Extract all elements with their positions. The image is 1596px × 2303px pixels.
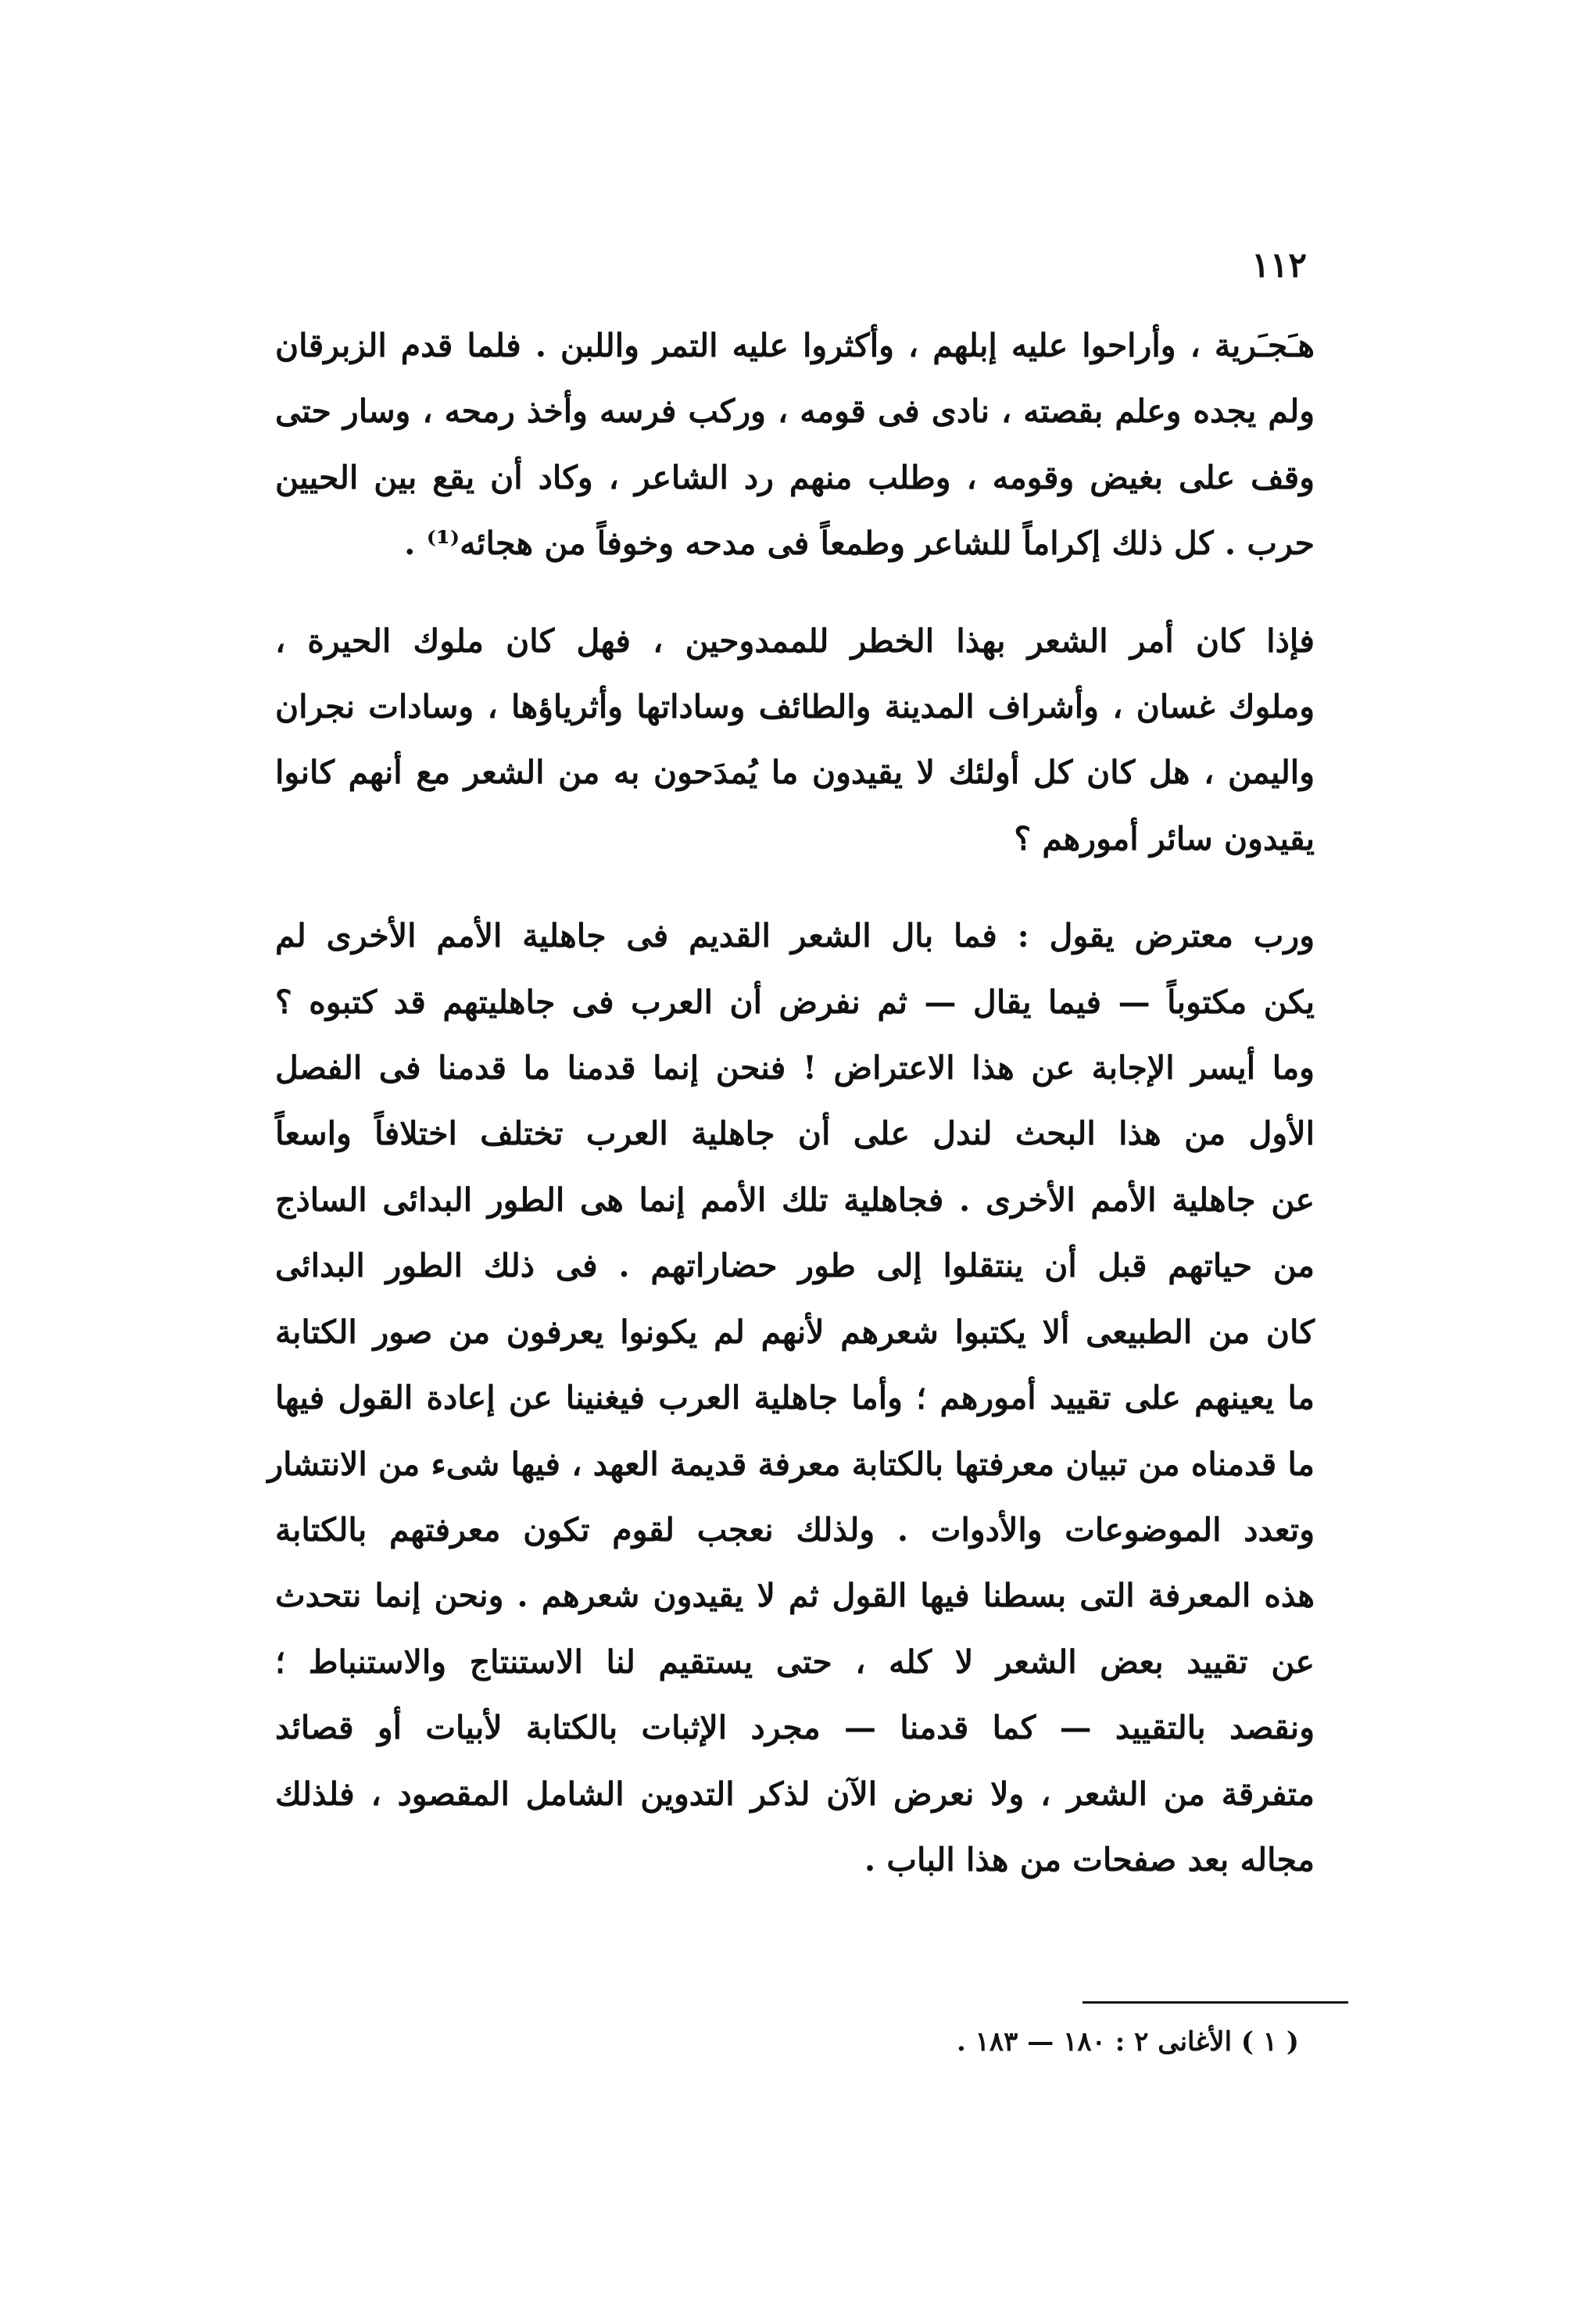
text-line: ما قدمناه من تبيان معرفتها بالكتابة معرفة قديمة العهد ، فيها شىء من الانتشار bbox=[267, 1445, 1315, 1483]
paragraph-2 bbox=[275, 608, 1315, 872]
text-line: يكن مكتوباً — فيما يقال — ثم نفرض أن العرب فى جاهليتهم قد كتبوه ؟ bbox=[275, 983, 1315, 1021]
text-line: ورب معترض يقول : فما بال الشعر القديم فى جاهلية الأمم الأخرى لم bbox=[275, 917, 1315, 955]
text-line: هذه المعرفة التى بسطنا فيها القول ثم لا يقيدون شعرهم . ونحن إنما نتحدث bbox=[275, 1577, 1315, 1615]
text-line: فإذا كان أمر الشعر بهذا الخطر للممدوحين ، فهل كان ملوك الحيرة ، bbox=[275, 621, 1315, 660]
paragraph-1 bbox=[275, 313, 1315, 577]
text-line: عن تقييد بعض الشعر لا كله ، حتى يستقيم لنا الاستنتاج والاستنباط ؛ bbox=[275, 1642, 1315, 1681]
body-text bbox=[267, 313, 1315, 1893]
footnote: ( ١ ) الأغانى ٢ : ١٨٠ — ١٨٣ . bbox=[956, 2026, 1299, 2058]
text-line: من حياتهم قبل أن ينتقلوا إلى طور حضاراتهم . فى ذلك الطور البدائى bbox=[275, 1247, 1315, 1285]
text-line: عن جاهلية الأمم الأخرى . فجاهلية تلك الأمم إنما هى الطور البدائى الساذج bbox=[275, 1180, 1315, 1219]
paragraph-3 bbox=[267, 903, 1315, 1893]
text-line: ولم يجده وعلم بقصته ، نادى فى قومه ، وركب فرسه وأخذ رمحه ، وسار حتى bbox=[275, 392, 1315, 431]
text-line: وما أيسر الإجابة عن هذا الاعتراض ! فنحن إنما قدمنا ما قدمنا فى الفصل bbox=[275, 1049, 1315, 1087]
footnote-divider bbox=[1082, 2001, 1348, 2004]
text-line: الأول من هذا البحث لندل على أن جاهلية العرب تختلف اختلافاً واسعاً bbox=[275, 1115, 1315, 1153]
text-line: وقف على بغيض وقومه ، وطلب منهم رد الشاعر ، وكاد أن يقع بين الحيين bbox=[275, 458, 1315, 496]
text-line: مجاله بعد صفحات من هذا الباب . bbox=[864, 1840, 1315, 1879]
text-line: يقيدون سائر أمورهم ؟ bbox=[1014, 819, 1315, 858]
text-line: ونقصد بالتقييد — كما قدمنا — مجرد الإثبات بالكتابة لأبيات أو قصائد bbox=[275, 1709, 1315, 1747]
text-line: وملوك غسان ، وأشراف المدينة والطائف وساداتها وأثرياؤها ، وسادات نجران bbox=[275, 688, 1315, 726]
text-line: حرب . كل ذلك إكراماً للشاعر وطمعاً فى مدحه وخوفاً من هجائه⁽¹⁾ . bbox=[404, 525, 1315, 563]
text-line: وتعدد الموضوعات والأدوات . ولذلك نعجب لقوم تكون معرفتهم بالكتابة bbox=[275, 1510, 1315, 1549]
text-line: كان من الطبيعى ألا يكتبوا شعرهم لأنهم لم يكونوا يعرفون من صور الكتابة bbox=[275, 1313, 1315, 1351]
text-line: متفرقة من الشعر ، ولا نعرض الآن لذكر التدوين الشامل المقصود ، فلذلك bbox=[275, 1775, 1315, 1813]
text-line: ما يعينهم على تقييد أمورهم ؛ وأما جاهلية العرب فيغنينا عن إعادة القول فيها bbox=[275, 1379, 1315, 1417]
page-number: ١١٢ bbox=[1251, 245, 1307, 285]
text-line: واليمن ، هل كان كل أولئك لا يقيدون ما يُمدَحون به من الشعر مع أنهم كانوا bbox=[275, 754, 1315, 792]
text-line: هـَجـَرية ، وأراحوا عليه إبلهم ، وأكثروا عليه التمر واللبن . فلما قدم الزبرقان bbox=[275, 327, 1315, 364]
